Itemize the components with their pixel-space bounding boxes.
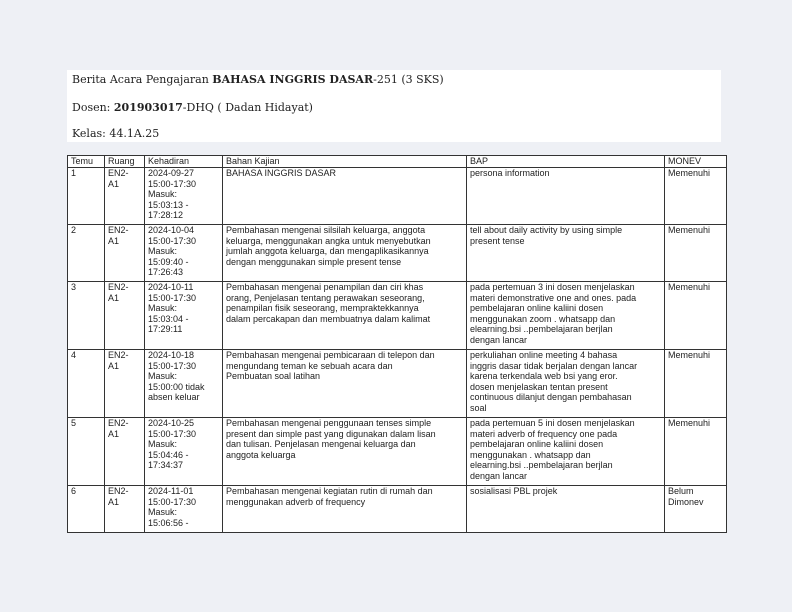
cell-temu: [68, 350, 105, 418]
table-body: [68, 168, 727, 533]
cell-bap-line: dengan lancar: [470, 470, 528, 481]
cell-ruang-line: EN2-: [108, 282, 129, 292]
col-header-monev: MONEV: [665, 156, 727, 168]
cell-bahan-kajian: [223, 282, 467, 350]
cell-kehadiran-line: absen keluar: [148, 392, 200, 403]
cell-ruang-line: A1: [108, 235, 120, 246]
cell-temu-line: 6: [71, 486, 77, 496]
cell-bahan-kajian-line: BAHASA INGGRIS DASAR: [226, 168, 337, 178]
cell-ruang-line: A1: [108, 496, 120, 507]
cell-monev-line: Memenuhi: [668, 350, 711, 360]
cell-kehadiran-line: 17:29:11: [148, 324, 183, 335]
cell-bap-line: materi adverb of frequency one pada: [470, 428, 618, 439]
cell-bahan-kajian-line: Pembahasan mengenai penampilan dan ciri khas: [226, 282, 424, 292]
cell-bahan-kajian-line: keluarga, menggunakan angka untuk menyebutkan: [226, 235, 431, 246]
attendance-table: [67, 155, 727, 533]
cell-bap-line: menggunakan . whatsapp dan: [470, 449, 591, 460]
cell-bap: [467, 418, 665, 486]
cell-bap-line: karena terkendala web bsi yang eror.: [470, 371, 618, 382]
cell-bap: [467, 486, 665, 533]
cell-monev: [665, 350, 727, 418]
cell-kehadiran-line: 15:00:00 tidak: [148, 381, 205, 392]
cell-ruang: [105, 225, 145, 282]
cell-ruang-line: EN2-: [108, 168, 129, 178]
cell-bahan-kajian-line: dan tulisan. Penjelasan mengenai keluarga dan: [226, 439, 416, 450]
cell-bahan-kajian: [223, 350, 467, 418]
col-header-bap: BAP: [467, 156, 665, 168]
cell-temu: [68, 168, 105, 225]
cell-bap: [467, 282, 665, 350]
cell-ruang: [105, 486, 145, 533]
cell-temu-line: 1: [71, 168, 77, 178]
cell-temu: [68, 418, 105, 486]
cell-bap-line: pada pertemuan 3 ini dosen menjelaskan: [470, 282, 635, 292]
cell-kehadiran-line: 15:04:46 -: [148, 449, 189, 460]
col-header-bahan-kajian: Bahan Kajian: [223, 156, 467, 168]
cell-bap-line: elearning.bsi ..pembelajaran berjlan: [470, 324, 613, 335]
table-row: [68, 350, 727, 418]
col-header-kehadiran: Kehadiran: [145, 156, 223, 168]
col-header-temu: Temu: [68, 156, 105, 168]
cell-kehadiran: [145, 225, 223, 282]
cell-kehadiran-line: Masuk:: [148, 507, 178, 518]
cell-kehadiran-line: 17:34:37: [148, 460, 184, 471]
cell-kehadiran-line: 15:00-17:30: [148, 496, 197, 507]
cell-monev: [665, 225, 727, 282]
cell-bap-line: pada pertemuan 5 ini dosen menjelaskan: [470, 418, 635, 428]
cell-bahan-kajian-line: penampilan fisik seseorang, mempraktekkannya: [226, 303, 419, 314]
cell-kehadiran: [145, 282, 223, 350]
cell-bap-line: continuous dilanjut dengan pembahasan: [470, 392, 632, 403]
cell-monev: [665, 486, 727, 533]
cell-kehadiran-line: 15:09:40 -: [148, 256, 189, 267]
cell-bap-line: menggunakan zoom . whatsapp dan: [470, 313, 616, 324]
table-row: [68, 486, 727, 533]
cell-bap-line: dosen menjelaskan tentan present: [470, 381, 608, 392]
cell-kehadiran-line: 15:00-17:30: [148, 360, 197, 371]
cell-kehadiran: [145, 350, 223, 418]
cell-ruang: [105, 350, 145, 418]
cell-ruang-line: EN2-: [108, 350, 129, 360]
cell-bap: [467, 225, 665, 282]
cell-temu-line: 3: [71, 282, 77, 292]
cell-bahan-kajian-line: Pembuatan soal latihan: [226, 371, 321, 382]
cell-bap-line: elearning.bsi ..pembelajaran berjlan: [470, 460, 613, 471]
cell-kehadiran-line: 15:06:56 -: [148, 517, 189, 528]
cell-bahan-kajian-line: present dan simple past yang digunakan dalam lisan: [226, 428, 436, 439]
cell-kehadiran-line: 2024-10-11: [148, 282, 194, 292]
cell-kehadiran: [145, 418, 223, 486]
cell-kehadiran-line: Masuk:: [148, 246, 178, 257]
cell-monev-line: Memenuhi: [668, 168, 711, 178]
cell-bahan-kajian-line: jumlah anggota keluarga, dan mengaplikasikannya: [226, 246, 429, 257]
cell-kehadiran-line: 15:00-17:30: [148, 428, 197, 439]
cell-temu-line: 4: [71, 350, 77, 360]
cell-bahan-kajian: [223, 486, 467, 533]
cell-kehadiran-line: Masuk:: [148, 439, 178, 450]
cell-bahan-kajian-line: Pembahasan mengenai silsilah keluarga, anggota: [226, 225, 426, 235]
cell-kehadiran-line: 17:26:43: [148, 267, 184, 278]
cell-bap-line: materi demonstrative one and ones. pada: [470, 292, 637, 303]
cell-monev: [665, 418, 727, 486]
cell-bap: [467, 350, 665, 418]
dosen-label: Dosen:: [72, 101, 114, 114]
cell-kehadiran-line: 2024-10-25: [148, 418, 195, 428]
cell-temu: [68, 282, 105, 350]
dosen-name: -DHQ ( Dadan Hidayat): [182, 101, 313, 114]
cell-kehadiran-line: 15:00-17:30: [148, 292, 197, 303]
cell-kehadiran-line: 15:00-17:30: [148, 178, 197, 189]
cell-monev-line: Memenuhi: [668, 225, 711, 235]
cell-bahan-kajian-line: mengundang teman ke sebuah acara dan: [226, 360, 393, 371]
cell-temu-line: 5: [71, 418, 77, 428]
cell-bahan-kajian-line: Pembahasan mengenai kegiatan rutin di rumah dan: [226, 486, 433, 496]
title-suffix: -251 (3 SKS): [373, 73, 444, 86]
cell-ruang-line: A1: [108, 360, 120, 371]
table-row: [68, 282, 727, 350]
cell-monev-line: Memenuhi: [668, 418, 711, 428]
cell-ruang-line: EN2-: [108, 418, 129, 428]
cell-temu: [68, 225, 105, 282]
cell-monev-line: Memenuhi: [668, 282, 711, 292]
cell-bap-line: soal: [470, 402, 487, 413]
title-line: [72, 73, 444, 86]
cell-monev: [665, 168, 727, 225]
cell-bahan-kajian-line: Pembahasan mengenai penggunaan tenses simple: [226, 418, 432, 428]
cell-bap-line: persona information: [470, 168, 550, 178]
cell-ruang: [105, 168, 145, 225]
cell-bahan-kajian-line: dalam percakapan dan membuatnya dalam kalimat: [226, 313, 431, 324]
cell-kehadiran-line: 2024-10-18: [148, 350, 195, 360]
cell-bahan-kajian-line: orang, Penjelasan tentang perawakan seseorang,: [226, 292, 425, 303]
cell-bahan-kajian-line: Pembahasan mengenai pembicaraan di telepon dan: [226, 350, 435, 360]
cell-kehadiran-line: Masuk:: [148, 371, 178, 382]
cell-monev-line: Dimonev: [668, 496, 704, 507]
cell-bap-line: perkuliahan online meeting 4 bahasa: [470, 350, 618, 360]
cell-ruang-line: EN2-: [108, 486, 129, 496]
cell-kehadiran-line: Masuk:: [148, 303, 178, 314]
kelas-line: [72, 127, 159, 140]
cell-monev-line: Belum: [668, 486, 694, 496]
cell-ruang: [105, 418, 145, 486]
table-row: [68, 168, 727, 225]
title-prefix: Berita Acara Pengajaran: [72, 73, 213, 86]
dosen-line: [72, 101, 313, 114]
cell-kehadiran: [145, 486, 223, 533]
cell-kehadiran-line: 2024-11-01: [148, 486, 194, 496]
cell-kehadiran-line: 17:28:12: [148, 210, 184, 221]
dosen-id: 201903017: [113, 101, 183, 114]
cell-kehadiran-line: Masuk:: [148, 189, 178, 200]
cell-ruang-line: EN2-: [108, 225, 129, 235]
cell-ruang-line: A1: [108, 428, 120, 439]
cell-bap-line: tell about daily activity by using simple: [470, 225, 623, 235]
table-header-row: [68, 156, 727, 168]
cell-bahan-kajian: [223, 225, 467, 282]
cell-bahan-kajian-line: dengan menggunakan simple present tense: [226, 256, 402, 267]
cell-bahan-kajian-line: anggota keluarga: [226, 449, 296, 460]
document-header: [67, 70, 721, 142]
col-header-ruang: Ruang: [105, 156, 145, 168]
table-row: [68, 225, 727, 282]
cell-bap-line: pembelajaran online kaliini dosen: [470, 303, 604, 314]
course-name: BAHASA INGGRIS DASAR: [212, 73, 374, 86]
cell-temu-line: 2: [71, 225, 77, 235]
cell-ruang-line: A1: [108, 178, 120, 189]
cell-bap-line: dengan lancar: [470, 334, 528, 345]
cell-monev: [665, 282, 727, 350]
cell-bap-line: inggris dasar tidak berjalan dengan lancar: [470, 360, 638, 371]
cell-bap-line: pembelajaran online kaliini dosen: [470, 439, 604, 450]
cell-kehadiran-line: 2024-10-04: [148, 225, 195, 235]
cell-bahan-kajian: [223, 418, 467, 486]
cell-ruang: [105, 282, 145, 350]
kelas-label: Kelas: 44.1A.25: [72, 127, 160, 140]
cell-ruang-line: A1: [108, 292, 120, 303]
cell-bap-line: sosialisasi PBL projek: [470, 486, 558, 496]
cell-kehadiran: [145, 168, 223, 225]
cell-bap-line: present tense: [470, 235, 525, 246]
cell-bap: [467, 168, 665, 225]
cell-bahan-kajian: [223, 168, 467, 225]
cell-kehadiran-line: 15:03:13 -: [148, 199, 189, 210]
cell-kehadiran-line: 15:00-17:30: [148, 235, 197, 246]
cell-kehadiran-line: 15:03:04 -: [148, 313, 189, 324]
cell-kehadiran-line: 2024-09-27: [148, 168, 195, 178]
cell-temu: [68, 486, 105, 533]
cell-bahan-kajian-line: menggunakan adverb of frequency: [226, 496, 366, 507]
table-row: [68, 418, 727, 486]
